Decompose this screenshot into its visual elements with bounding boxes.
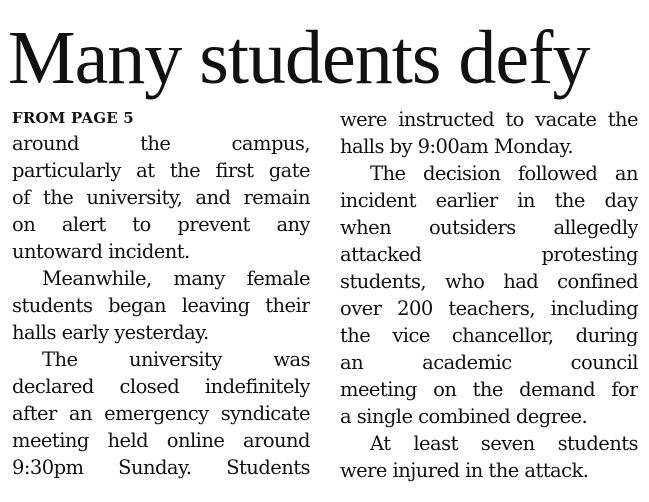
text-line: the vice chancellor, during [340,324,638,347]
left-column-body [12,130,310,481]
text-line: The university was [42,348,310,371]
text-line: incident earlier in the day [340,189,638,212]
right-column-body [340,106,638,484]
text-line: meeting on the demand for [340,378,638,401]
text-line: a single combined degree. [340,405,588,428]
text-line: when outsiders allegedly [340,216,638,239]
text-line: attacked protesting [340,243,638,266]
text-line: particularly at the first gate [12,159,310,182]
text-line: Meanwhile, many female [42,267,310,290]
text-line: students, who had confined [340,270,638,293]
text-line: students began leaving their [12,294,310,317]
text-line: after an emergency syndicate [12,402,310,425]
text-line: an academic council [340,351,638,374]
text-line: halls early yesterday. [12,321,209,344]
text-line: halls by 9:00am Monday. [340,135,574,158]
right-column [340,106,638,484]
text-line: declared closed indefinitely [12,375,310,398]
text-line: untoward incident. [12,240,190,263]
text-line: were injured in the attack. [340,459,589,482]
left-column [12,106,310,481]
text-line: around the campus, [12,132,310,155]
headline: Many students defy [8,16,590,100]
text-line: The decision followed an [370,162,638,185]
text-line: At least seven students [370,432,638,455]
text-line: of the university, and remain [12,186,310,209]
text-line: on alert to prevent any [12,213,310,236]
text-line: over 200 teachers, including [340,297,638,320]
continuation-kicker: FROM PAGE 5 [12,109,134,127]
text-line: were instructed to vacate the [340,108,638,131]
text-line: meeting held online around [12,429,310,452]
text-line: 9:30pm Sunday. Students [12,456,310,479]
